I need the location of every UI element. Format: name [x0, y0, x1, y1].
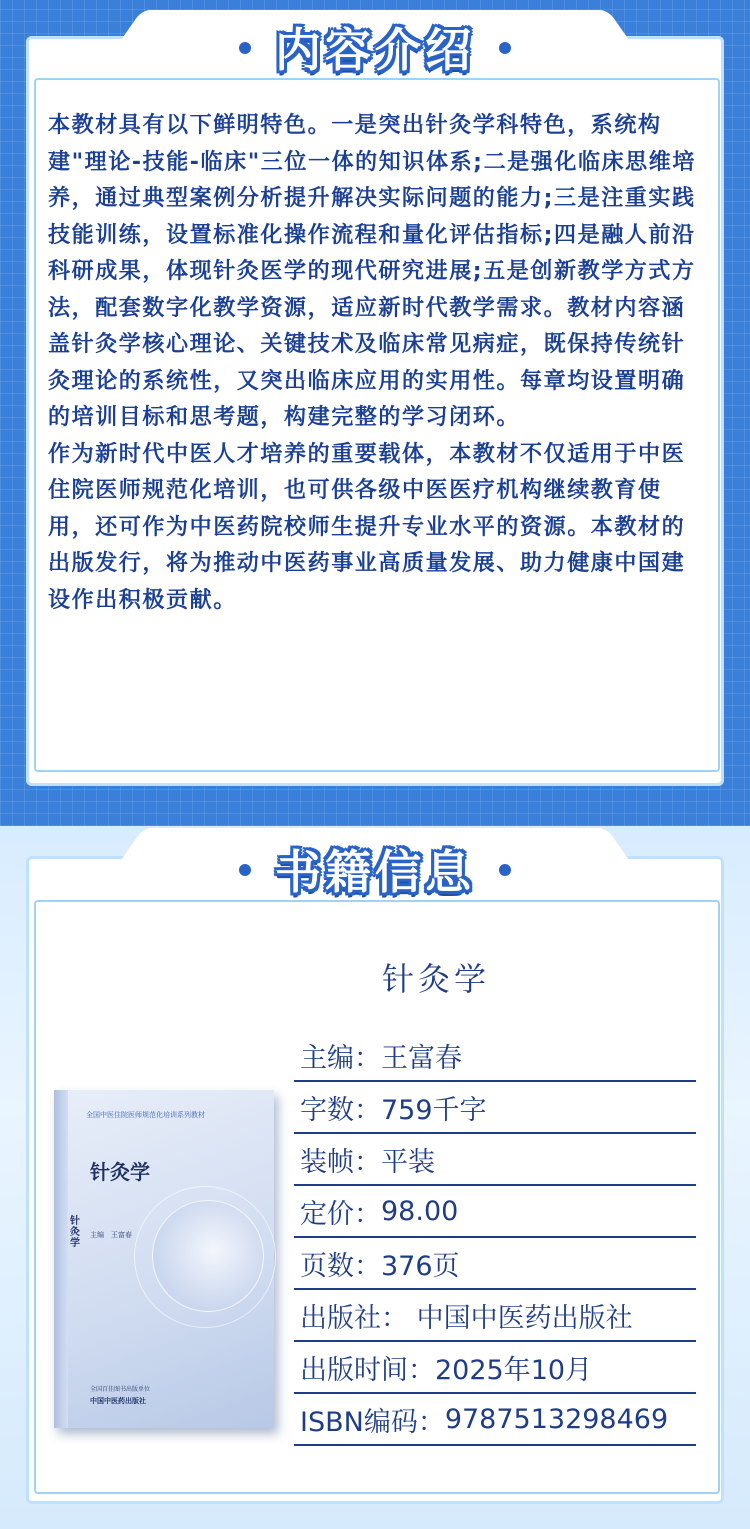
intro-heading: 内容介绍 — [0, 14, 750, 80]
info-row-editor: 主编： 王富春 — [294, 1030, 696, 1082]
info-row-pages: 页数： 376页 — [294, 1238, 696, 1290]
bullet-dot-icon — [499, 42, 511, 54]
info-row-word-count: 字数： 759千字 — [294, 1082, 696, 1134]
book-spine — [54, 1090, 68, 1428]
bullet-dot-icon — [239, 42, 251, 54]
info-row-publisher: 出版社： 中国中医药出版社 — [294, 1290, 696, 1342]
intro-body — [48, 108, 708, 619]
cover-illustration — [152, 1200, 264, 1312]
book-info-heading: 书籍信息 — [0, 836, 750, 902]
cover-vertical-title: 针灸学 — [70, 1216, 80, 1249]
intro-paragraph-2: 作为新时代中医人才培养的重要载体，本教材不仅适用于中医住院医师规范化培训，也可供各级中医医疗机构继续教育使用，还可作为中医药院校师生提升专业水平的资源。本教材的出版发行，将为推动中医药事业高质量发展、助力健康中国建设作出积极贡献。 — [48, 441, 686, 613]
info-row-binding: 装帧： 平装 — [294, 1134, 696, 1186]
book-cover — [54, 1090, 274, 1428]
info-row-price: 定价： 98.00 — [294, 1186, 696, 1238]
cover-publisher: 中国中医药出版社 — [90, 1397, 146, 1405]
cover-publisher-tag: 全国百佳图书出版单位 — [90, 1386, 151, 1393]
bullet-dot-icon — [239, 864, 251, 876]
info-row-isbn: ISBN编码： 9787513298469 — [294, 1394, 696, 1446]
cover-author: 主编 王富春 — [90, 1231, 132, 1239]
book-title: 针灸学 — [381, 960, 490, 998]
intro-paragraph-1: 本教材具有以下鲜明特色。一是突出针灸学科特色，系统构建"理论-技能-临床"三位一体的知识体系;二是强化临床思维培养，通过典型案例分析提升解决实际问题的能力;三是注重实践技能训练，设置标准化操作流程和量化评估指标;四是融人前沿科研成果，体现针灸医学的现代研究进展;五是创新教学方式方法，配套数字化教学资源，适应新时代教学需求。教材内容涵盖针灸学核心理论、关键技术及临床常见病症，既保持传统针灸理论的系统性，又突出临床应用的实用性。每章均设置明确的培训目标和思考题，构建完整的学习闭环。 — [48, 113, 696, 430]
info-row-publish-date: 出版时间： 2025年10月 — [294, 1342, 696, 1394]
bullet-dot-icon — [499, 864, 511, 876]
book-info-list — [294, 1030, 696, 1446]
cover-series: 全国中医住院医师规范化培训系列教材 — [86, 1111, 205, 1119]
cover-title: 针灸学 — [90, 1160, 150, 1184]
